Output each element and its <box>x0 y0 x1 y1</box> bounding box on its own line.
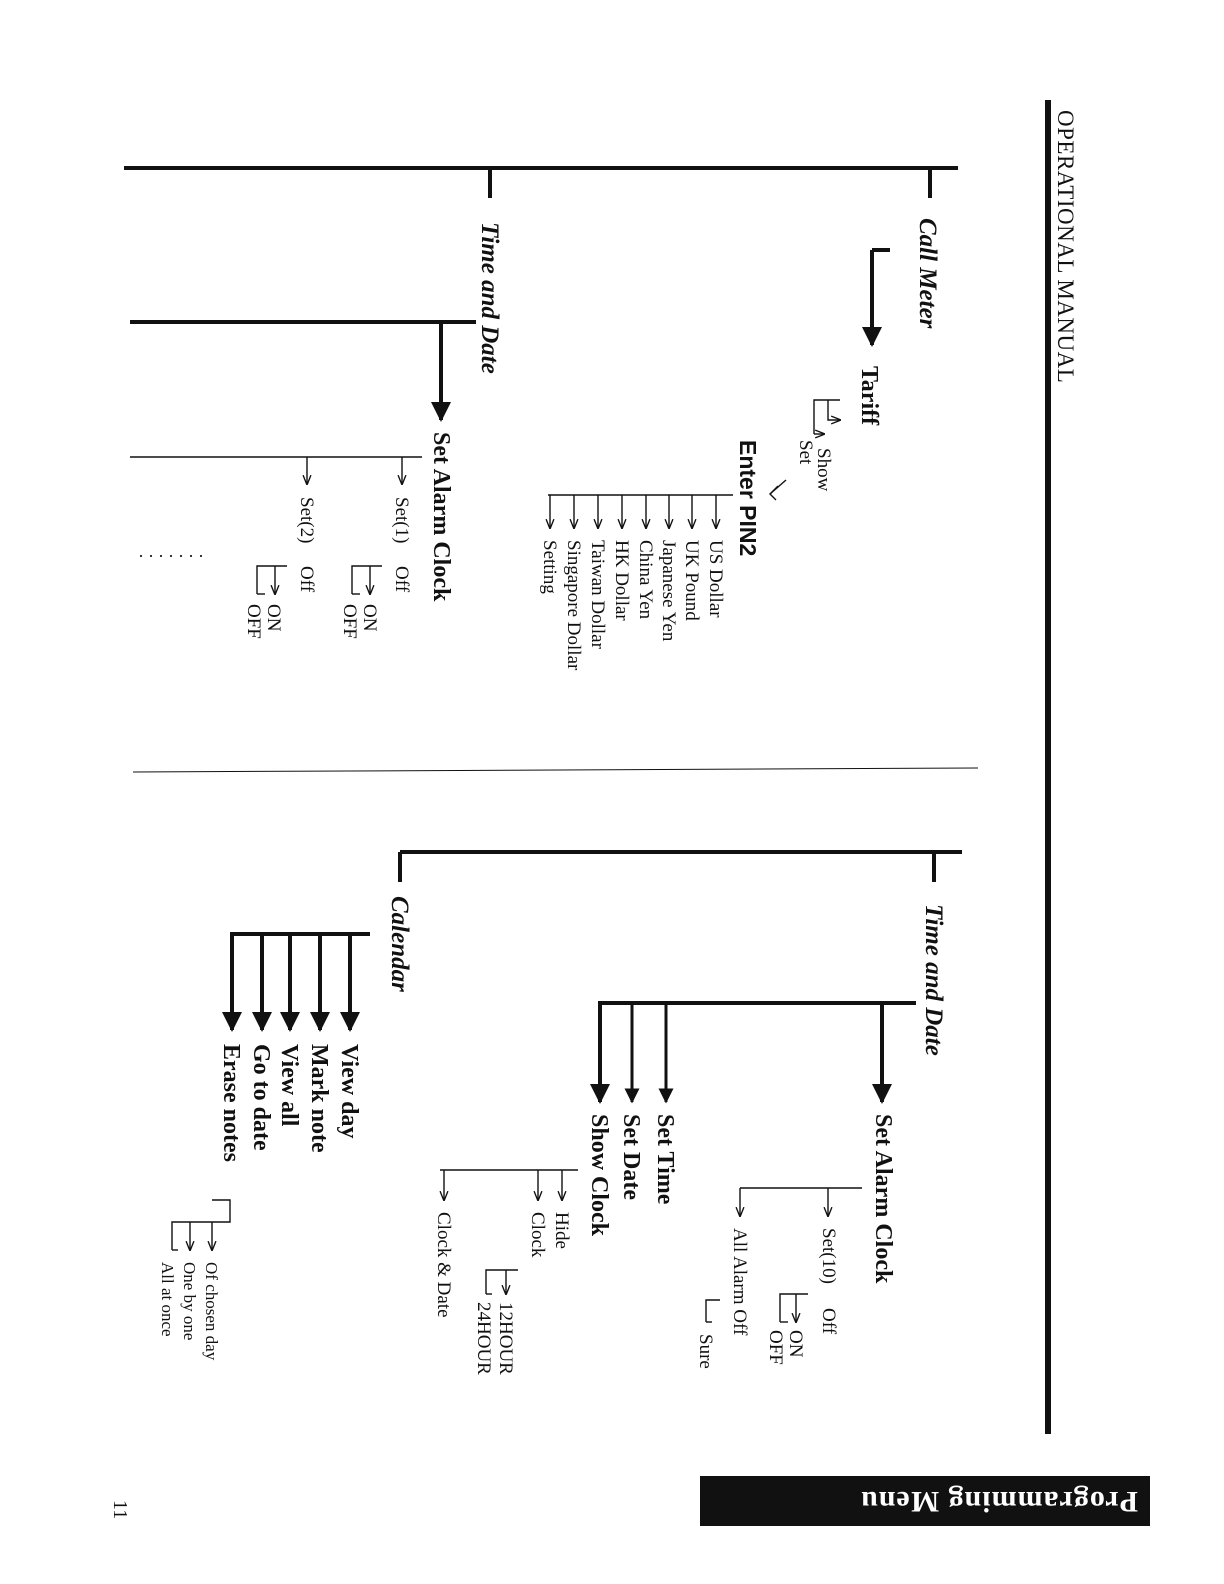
panel-divider <box>133 768 978 772</box>
call-meter-heading: Call Meter <box>914 218 941 329</box>
alarm-set2-label: Set(2) <box>296 497 317 544</box>
alarm-set10-off: OFF <box>765 1330 786 1365</box>
alarm-set10-on: ON <box>785 1330 806 1358</box>
right-set-alarm-label: Set Alarm Clock <box>870 1114 896 1284</box>
erase-option-one-by-one: One by one <box>180 1262 199 1341</box>
alarm-set2-state: Off <box>296 566 317 593</box>
set-time-label: Set Time <box>652 1114 678 1205</box>
alarm-set10-label: Set(10) <box>818 1228 839 1284</box>
alarm-set1-off: OFF <box>339 604 360 639</box>
enter-pin2-label: Enter PIN2 <box>735 440 761 557</box>
calendar-item: View all <box>276 1044 302 1127</box>
currency-item: US Dollar <box>705 540 726 618</box>
left-time-and-date-heading: Time and Date <box>476 222 503 374</box>
currency-item: HK Dollar <box>611 540 632 621</box>
alarm-ellipsis: ······· <box>138 546 208 566</box>
left-set-alarm-label: Set Alarm Clock <box>428 432 454 602</box>
clock-format-24hour: 24HOUR <box>473 1302 494 1375</box>
calendar-item: View day <box>336 1044 362 1139</box>
tariff-option-set: Set <box>795 440 816 465</box>
currency-item: Singapore Dollar <box>563 540 584 671</box>
alarm-set2-on: ON <box>263 604 284 632</box>
erase-option-all-at-once: All at once <box>158 1262 177 1337</box>
section-banner-text: Programming Menu <box>860 1485 1138 1518</box>
calendar-item: Erase notes <box>218 1044 244 1162</box>
currency-item: China Yen <box>635 540 656 620</box>
manual-title: OPERATIONAL MANUAL <box>1053 110 1078 384</box>
calendar-item: Mark note <box>306 1044 332 1153</box>
page-number: 11 <box>109 1500 131 1520</box>
tariff-label: Tariff <box>856 366 882 426</box>
currency-item: Setting <box>539 540 560 594</box>
erase-option-chosen-day: Of chosen day <box>202 1262 221 1361</box>
currency-item: Taiwan Dollar <box>587 540 608 649</box>
set-date-label: Set Date <box>618 1114 644 1200</box>
tariff-option-show: Show <box>813 448 834 492</box>
alarm-set2-off: OFF <box>243 604 264 639</box>
right-time-and-date-heading: Time and Date <box>920 904 947 1056</box>
alarm-set1-on: ON <box>359 604 380 632</box>
show-clock-label: Show Clock <box>586 1114 612 1237</box>
clock-format-12hour: 12HOUR <box>495 1302 516 1375</box>
calendar-item: Go to date <box>248 1044 274 1151</box>
currency-item: Japanese Yen <box>658 540 679 642</box>
show-clock-option-clock-date: Clock & Date <box>433 1212 454 1318</box>
show-clock-option-clock: Clock <box>527 1212 548 1258</box>
alarm-set1-label: Set(1) <box>391 497 412 544</box>
sure-label: Sure <box>695 1334 716 1369</box>
all-alarm-off-label: All Alarm Off <box>729 1228 750 1336</box>
currency-item: UK Pound <box>681 540 702 621</box>
alarm-set1-state: Off <box>391 566 412 593</box>
alarm-set10-state: Off <box>818 1308 839 1335</box>
calendar-heading: Calendar <box>386 896 413 992</box>
show-clock-option-hide: Hide <box>551 1212 572 1249</box>
